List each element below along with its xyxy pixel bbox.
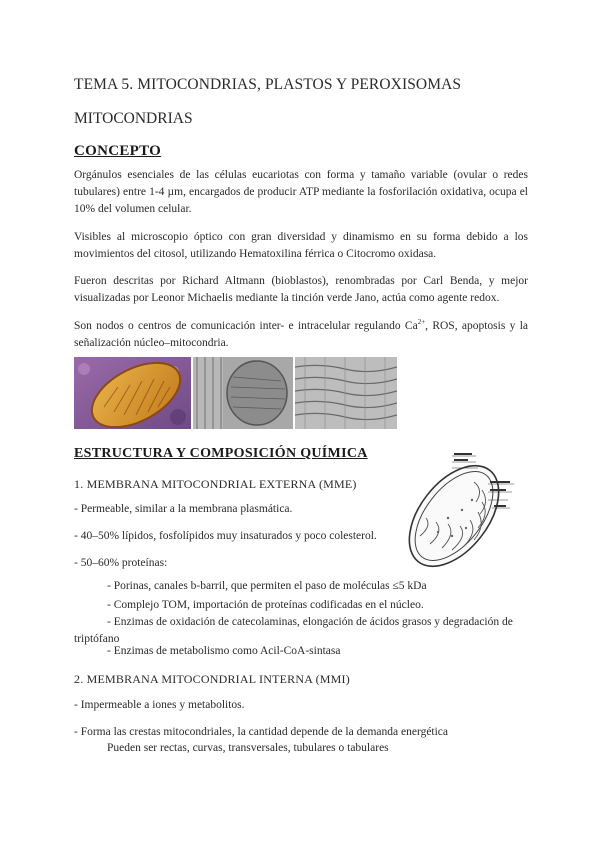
paragraph-4-a: Son nodos o centros de comunicación inter- e intracelular regulando Ca bbox=[74, 319, 418, 332]
paragraph-4 bbox=[74, 314, 528, 352]
paragraph-3: Fueron descritas por Richard Altmann (bioblastos), renombradas por Carl Benda, y mejor visualizadas por Leonor Michaelis mediante la tinción verde Jano, actúa como agente redox. bbox=[74, 275, 528, 304]
paragraph-1: Orgánulos esenciales de las células eucariotas con forma y tamaño variable (ovular o redes tubulares) entre 1-4 µm, encargados de producir ATP mediante la fosforilación oxidativa, ocupa el 10% del volumen celular. bbox=[74, 169, 528, 215]
mitochondrion-diagram bbox=[392, 440, 530, 578]
mme-title: 1. MEMBRANA MITOCONDRIAL EXTERNA (MME) bbox=[74, 477, 357, 491]
estructura-heading: ESTRUCTURA Y COMPOSICIÓN QUÍMICA bbox=[74, 446, 368, 461]
micrograph-electron-2 bbox=[295, 357, 397, 429]
mme-item-3: - 50–60% proteínas: bbox=[74, 557, 168, 569]
section-title: MITOCONDRIAS bbox=[74, 110, 193, 127]
mme-subitem-4: - Enzimas de metabolismo como Acil-CoA-sintasa bbox=[107, 645, 341, 657]
mmi-item-1: - Impermeable a iones y metabolitos. bbox=[74, 699, 245, 711]
micrograph-stained-mitochondrion bbox=[74, 357, 191, 429]
concepto-heading: CONCEPTO bbox=[74, 143, 162, 159]
document-title: TEMA 5. MITOCONDRIAS, PLASTOS Y PEROXISOMAS bbox=[74, 76, 462, 93]
paragraph-2: Visibles al microscopio óptico con gran diversidad y dinamismo en su forma debido a los movimientos del citosol, utilizando Hematoxilina férrica o Citocromo oxidasa. bbox=[74, 231, 528, 260]
mmi-item-2: - Forma las crestas mitocondriales, la cantidad depende de la demanda energética bbox=[74, 726, 449, 738]
micrograph-electron-1 bbox=[193, 357, 293, 429]
mme-item-2: - 40–50% lípidos, fosfolípidos muy insaturados y poco colesterol. bbox=[74, 530, 377, 542]
paragraph-4-b: , ROS, apoptosis y la señalización núcleo–mitocondria. bbox=[74, 319, 528, 349]
calcium-superscript: 2+ bbox=[417, 318, 426, 326]
mme-subitem-2: - Complejo TOM, importación de proteínas codificadas en el núcleo. bbox=[107, 599, 424, 611]
mme-subitem-3: - Enzimas de oxidación de catecolaminas, elongación de ácidos grasos y degradación de triptófano bbox=[74, 616, 513, 645]
mmi-title: 2. MEMBRANA MITOCONDRIAL INTERNA (MMI) bbox=[74, 672, 350, 686]
mmi-subitem: Pueden ser rectas, curvas, transversales, tubulares o tabulares bbox=[107, 742, 389, 754]
mme-subitem-1: - Porinas, canales b-barril, que permiten el paso de moléculas ≤5 kDa bbox=[107, 580, 427, 592]
mme-item-1: - Permeable, similar a la membrana plasmática. bbox=[74, 503, 293, 515]
